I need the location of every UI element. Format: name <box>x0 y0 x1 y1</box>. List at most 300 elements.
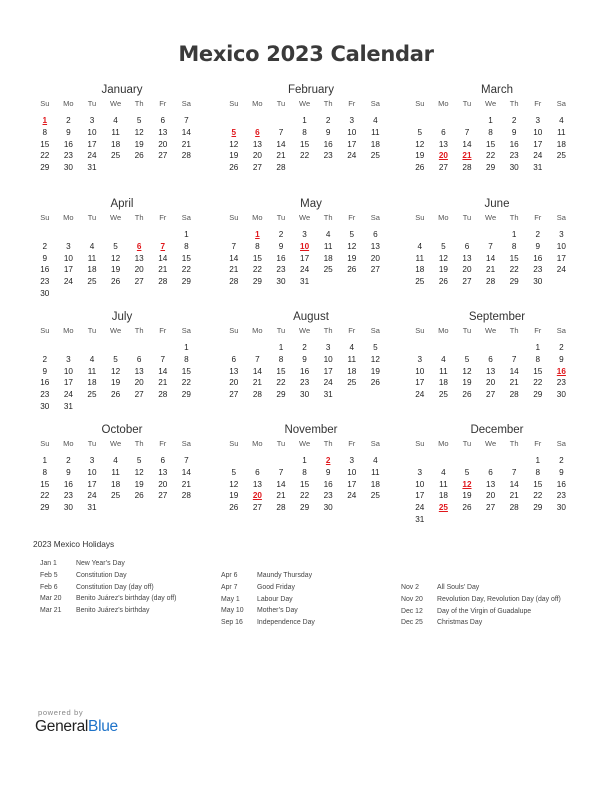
month-december <box>408 422 586 526</box>
day-cell: 4 <box>89 354 95 364</box>
day-cell: 19 <box>134 479 144 489</box>
brand-general: General <box>35 718 89 735</box>
day-cell: 11 <box>439 366 448 376</box>
day-cell: 25 <box>111 491 121 501</box>
day-cell: 21 <box>509 378 519 388</box>
empty-cell <box>408 115 432 127</box>
day-cell: 12 <box>229 479 239 489</box>
month-name: October <box>101 424 143 436</box>
day-cell: 5 <box>113 354 118 364</box>
day-cell: 17 <box>533 139 543 149</box>
day-cell: 12 <box>415 139 425 149</box>
day-cell: 25 <box>370 491 380 501</box>
weekday-header: Fr <box>159 99 167 108</box>
day-cell: 2 <box>302 343 307 352</box>
day-cell: 15 <box>276 366 286 376</box>
day-cell: 16 <box>276 253 286 263</box>
day-cell: 5 <box>136 456 142 465</box>
empty-cell <box>455 229 479 241</box>
day-cell: 28 <box>276 503 286 513</box>
empty-cell <box>104 342 128 354</box>
day-cell: 22 <box>181 265 191 275</box>
day-cell: 28 <box>462 163 472 173</box>
holiday-list-item <box>401 617 576 629</box>
day-cell: 28 <box>158 390 168 400</box>
day-cell: 15 <box>181 253 191 263</box>
day-cell: 13 <box>486 479 496 489</box>
day-cell: 7 <box>160 354 166 364</box>
day-cell: 26 <box>111 277 121 287</box>
day-cell: 22 <box>181 378 191 388</box>
day-cell: 23 <box>556 378 566 388</box>
empty-cell <box>57 229 81 241</box>
day-cell: 25 <box>370 151 380 161</box>
weekday-header: Mo <box>252 326 263 335</box>
holiday-list-item <box>40 605 220 617</box>
day-cell: 9 <box>278 241 284 251</box>
page-title: Mexico 2023 Calendar <box>178 42 434 66</box>
day-cell: 20 <box>158 139 168 149</box>
holiday-day-cell: 20 <box>438 151 448 161</box>
day-cell: 22 <box>509 265 519 275</box>
day-cell: 23 <box>300 378 310 388</box>
weekday-header: Su <box>40 326 50 335</box>
holiday-name: Good Friday <box>257 583 295 591</box>
day-cell: 16 <box>556 479 566 489</box>
holiday-day-cell: 1 <box>42 116 48 125</box>
day-cell: 25 <box>438 390 448 400</box>
weekday-header: We <box>299 439 311 448</box>
weekday-header: We <box>485 213 497 222</box>
holiday-day-cell: 20 <box>252 491 262 501</box>
day-cell: 26 <box>134 491 144 501</box>
day-cell: 25 <box>323 265 333 275</box>
weekday-header: Mo <box>252 99 263 108</box>
holiday-name: Benito Juárez’s birthday (day off) <box>76 595 177 603</box>
day-cell: 20 <box>462 265 472 275</box>
day-cell: 16 <box>509 139 519 149</box>
month-name: February <box>287 84 335 96</box>
day-cell: 15 <box>300 479 310 489</box>
day-cell: 29 <box>486 163 496 173</box>
day-cell: 9 <box>42 253 48 263</box>
day-cell: 29 <box>252 277 262 287</box>
month-june <box>408 196 586 288</box>
day-cell: 2 <box>42 241 48 251</box>
empty-cell <box>432 229 456 241</box>
day-cell: 30 <box>556 390 566 400</box>
holiday-date: Nov 2 <box>401 584 420 591</box>
weekday-header: Tu <box>87 439 97 448</box>
day-cell: 20 <box>134 378 144 388</box>
day-cell: 26 <box>462 390 472 400</box>
holiday-day-cell: 7 <box>160 241 166 251</box>
day-cell: 5 <box>464 354 470 364</box>
day-cell: 17 <box>87 139 97 149</box>
weekday-header: Mo <box>438 99 449 108</box>
day-cell: 23 <box>323 151 333 161</box>
day-cell: 28 <box>181 151 191 161</box>
empty-cell <box>408 342 432 354</box>
day-cell: 19 <box>462 378 472 388</box>
day-cell: 13 <box>134 366 144 376</box>
holiday-day-cell: 21 <box>462 151 472 161</box>
month-september <box>408 309 586 401</box>
generalblue-logo[interactable] <box>35 718 118 736</box>
month-name: September <box>468 311 526 323</box>
empty-cell <box>33 229 57 241</box>
day-cell: 14 <box>509 366 519 376</box>
empty-cell <box>246 115 270 127</box>
empty-cell <box>151 229 175 241</box>
day-cell: 15 <box>40 479 50 489</box>
day-cell: 5 <box>464 467 470 477</box>
holiday-day-cell: 1 <box>255 230 260 239</box>
day-cell: 23 <box>63 151 73 161</box>
day-cell: 30 <box>40 288 50 298</box>
day-cell: 22 <box>533 378 543 388</box>
day-cell: 31 <box>323 390 333 400</box>
day-cell: 16 <box>323 479 333 489</box>
day-cell: 16 <box>300 366 310 376</box>
day-cell: 28 <box>158 277 168 287</box>
day-cell: 5 <box>441 241 446 251</box>
day-cell: 16 <box>533 253 543 263</box>
weekday-header: Su <box>229 213 239 222</box>
weekday-header: Fr <box>348 99 356 108</box>
month-october <box>33 422 211 514</box>
day-cell: 12 <box>229 139 239 149</box>
empty-cell <box>455 115 479 127</box>
empty-cell <box>222 455 246 467</box>
month-name: January <box>101 84 143 96</box>
holiday-list-item <box>40 582 220 594</box>
empty-cell <box>479 455 503 467</box>
day-cell: 15 <box>486 139 496 149</box>
day-cell: 9 <box>66 127 71 137</box>
day-cell: 14 <box>158 253 168 263</box>
day-cell: 28 <box>229 277 239 287</box>
powered-by-label: powered by <box>38 708 84 717</box>
day-cell: 30 <box>300 390 310 400</box>
empty-cell <box>246 342 270 354</box>
weekday-header: Mo <box>63 213 74 222</box>
day-cell: 3 <box>559 230 564 239</box>
day-cell: 17 <box>63 265 73 275</box>
day-cell: 5 <box>136 116 142 125</box>
day-cell: 7 <box>184 456 189 465</box>
day-cell: 13 <box>229 366 239 376</box>
day-cell: 4 <box>559 116 564 125</box>
day-cell: 10 <box>415 366 425 376</box>
holiday-list-item <box>401 582 576 594</box>
day-cell: 11 <box>371 127 380 137</box>
empty-cell <box>80 342 104 354</box>
day-cell: 9 <box>511 127 517 137</box>
weekday-header: Su <box>415 439 425 448</box>
weekday-header: Sa <box>556 439 566 448</box>
holiday-date: Mar 21 <box>40 607 62 615</box>
weekday-header: We <box>110 213 122 222</box>
day-cell: 9 <box>302 354 307 364</box>
day-cell: 31 <box>63 401 73 411</box>
day-cell: 21 <box>181 139 191 149</box>
month-july <box>33 309 211 413</box>
holiday-name: Constitution Day (day off) <box>76 583 154 591</box>
weekday-header: Tu <box>462 213 472 222</box>
weekday-header: Su <box>40 213 50 222</box>
weekday-header: Tu <box>462 99 472 108</box>
day-cell: 17 <box>415 491 425 501</box>
day-cell: 16 <box>323 139 333 149</box>
day-cell: 23 <box>63 491 73 501</box>
day-cell: 30 <box>40 401 50 411</box>
day-cell: 27 <box>438 163 448 173</box>
day-cell: 14 <box>229 253 239 263</box>
weekday-header: Sa <box>181 99 191 108</box>
holiday-name: New Year’s Day <box>76 560 125 567</box>
month-august <box>222 309 400 401</box>
day-cell: 4 <box>373 456 378 465</box>
weekday-header: Su <box>40 439 50 448</box>
weekday-header: Fr <box>534 439 542 448</box>
day-cell: 19 <box>229 151 239 161</box>
day-cell: 27 <box>158 491 168 501</box>
day-cell: 2 <box>66 116 71 125</box>
day-cell: 4 <box>441 354 446 364</box>
month-name: November <box>284 424 338 436</box>
day-cell: 10 <box>347 467 357 477</box>
day-cell: 5 <box>373 343 378 352</box>
weekday-header: Su <box>415 326 425 335</box>
day-cell: 9 <box>42 366 48 376</box>
day-cell: 25 <box>556 151 566 161</box>
empty-cell <box>479 229 503 241</box>
day-cell: 22 <box>300 491 310 501</box>
day-cell: 18 <box>415 265 425 275</box>
holiday-day-cell: 6 <box>136 241 142 251</box>
day-cell: 21 <box>158 378 168 388</box>
day-cell: 17 <box>347 139 357 149</box>
day-cell: 6 <box>160 116 166 125</box>
day-cell: 3 <box>535 116 541 125</box>
day-cell: 24 <box>415 503 425 513</box>
day-cell: 20 <box>252 151 262 161</box>
day-cell: 28 <box>276 163 286 173</box>
day-cell: 9 <box>66 467 71 477</box>
day-cell: 18 <box>556 139 566 149</box>
empty-cell <box>455 342 479 354</box>
weekday-header: Tu <box>87 213 97 222</box>
day-cell: 24 <box>87 491 97 501</box>
day-cell: 21 <box>181 479 191 489</box>
day-cell: 10 <box>347 127 357 137</box>
day-cell: 2 <box>535 230 541 239</box>
day-cell: 27 <box>486 390 496 400</box>
weekday-header: Th <box>323 326 333 335</box>
day-cell: 14 <box>276 139 286 149</box>
day-cell: 15 <box>533 366 543 376</box>
day-cell: 8 <box>184 241 189 251</box>
day-cell: 7 <box>231 241 237 251</box>
day-cell: 30 <box>63 163 73 173</box>
day-cell: 12 <box>134 467 144 477</box>
day-cell: 14 <box>276 479 286 489</box>
day-cell: 30 <box>533 277 543 287</box>
day-cell: 8 <box>278 354 284 364</box>
weekday-header: Fr <box>159 439 167 448</box>
day-cell: 13 <box>252 479 262 489</box>
holiday-day-cell: 16 <box>556 366 566 376</box>
empty-cell <box>269 455 293 467</box>
day-cell: 6 <box>464 241 470 251</box>
day-cell: 2 <box>559 343 564 352</box>
day-cell: 12 <box>347 241 357 251</box>
day-cell: 5 <box>231 467 237 477</box>
weekday-header: Th <box>323 213 333 222</box>
day-cell: 29 <box>533 390 543 400</box>
month-name: March <box>481 84 513 96</box>
day-cell: 10 <box>87 467 97 477</box>
weekday-header: Mo <box>252 439 263 448</box>
day-cell: 24 <box>63 277 73 287</box>
day-cell: 18 <box>347 366 357 376</box>
weekday-header: Tu <box>87 99 97 108</box>
weekday-header: Tu <box>276 99 286 108</box>
day-cell: 21 <box>252 378 262 388</box>
day-cell: 2 <box>66 456 71 465</box>
day-cell: 20 <box>486 378 496 388</box>
day-cell: 7 <box>278 127 284 137</box>
holiday-day-cell: 6 <box>255 127 260 137</box>
weekday-header: Sa <box>556 326 566 335</box>
holiday-list-item <box>40 558 220 570</box>
day-cell: 21 <box>276 151 286 161</box>
day-cell: 29 <box>276 390 286 400</box>
empty-cell <box>246 455 270 467</box>
day-cell: 3 <box>302 230 307 239</box>
holiday-name: Benito Juárez’s birthday <box>76 607 150 615</box>
day-cell: 1 <box>535 456 541 465</box>
day-cell: 18 <box>370 479 380 489</box>
empty-cell <box>127 229 151 241</box>
day-cell: 6 <box>441 127 446 137</box>
day-cell: 22 <box>276 378 286 388</box>
day-cell: 28 <box>252 390 262 400</box>
day-cell: 17 <box>556 253 566 263</box>
day-cell: 13 <box>486 366 496 376</box>
day-cell: 8 <box>42 467 48 477</box>
holiday-date: Apr 6 <box>221 572 238 579</box>
day-cell: 3 <box>89 116 95 125</box>
day-cell: 27 <box>134 277 144 287</box>
weekday-header: Sa <box>556 213 566 222</box>
day-cell: 13 <box>438 139 448 149</box>
weekday-header: Th <box>509 99 519 108</box>
day-cell: 26 <box>134 151 144 161</box>
day-cell: 8 <box>488 127 493 137</box>
day-cell: 18 <box>370 139 380 149</box>
holiday-date: Mar 20 <box>40 595 62 603</box>
weekday-header: Tu <box>276 326 286 335</box>
day-cell: 13 <box>370 241 380 251</box>
day-cell: 19 <box>111 265 121 275</box>
weekday-header: Th <box>509 213 519 222</box>
day-cell: 27 <box>134 390 144 400</box>
weekday-header: Mo <box>438 439 449 448</box>
month-name: June <box>484 198 510 210</box>
holiday-date: Apr 7 <box>221 583 238 591</box>
day-cell: 10 <box>556 241 566 251</box>
holiday-list-item <box>40 570 220 582</box>
empty-cell <box>408 455 432 467</box>
day-cell: 10 <box>415 479 425 489</box>
weekday-header: Th <box>134 99 144 108</box>
day-cell: 20 <box>158 479 168 489</box>
weekday-header: Th <box>323 439 333 448</box>
day-cell: 3 <box>66 354 71 364</box>
weekday-header: Su <box>229 439 239 448</box>
weekday-header: Mo <box>63 439 74 448</box>
day-cell: 14 <box>181 467 191 477</box>
day-cell: 18 <box>438 491 448 501</box>
day-cell: 15 <box>533 479 543 489</box>
day-cell: 22 <box>252 265 262 275</box>
day-cell: 7 <box>278 467 284 477</box>
month-may <box>222 196 400 288</box>
holiday-day-cell: 5 <box>231 127 237 137</box>
weekday-header: Tu <box>462 326 472 335</box>
weekday-header: Su <box>229 326 239 335</box>
day-cell: 4 <box>417 241 423 251</box>
day-cell: 6 <box>488 354 493 364</box>
day-cell: 12 <box>370 354 380 364</box>
weekday-header: Fr <box>348 439 356 448</box>
weekday-header: Su <box>40 99 50 108</box>
weekday-header: Fr <box>534 99 542 108</box>
day-cell: 9 <box>325 467 331 477</box>
day-cell: 27 <box>252 503 262 513</box>
day-cell: 24 <box>347 151 357 161</box>
empty-cell <box>127 342 151 354</box>
holiday-day-cell: 10 <box>300 241 310 251</box>
day-cell: 1 <box>488 116 493 125</box>
day-cell: 26 <box>347 265 357 275</box>
empty-cell <box>222 342 246 354</box>
weekday-header: Sa <box>556 99 566 108</box>
weekday-header: Th <box>323 99 333 108</box>
day-cell: 27 <box>486 503 496 513</box>
day-cell: 9 <box>535 241 541 251</box>
holiday-name: All Souls’ Day <box>437 584 480 591</box>
day-cell: 18 <box>111 479 121 489</box>
day-cell: 1 <box>511 230 517 239</box>
day-cell: 17 <box>415 378 425 388</box>
day-cell: 18 <box>87 378 97 388</box>
day-cell: 27 <box>370 265 380 275</box>
holiday-day-cell: 2 <box>325 456 331 465</box>
day-cell: 19 <box>347 253 357 263</box>
day-cell: 9 <box>325 127 331 137</box>
day-cell: 11 <box>87 366 97 376</box>
weekday-header: Su <box>415 99 425 108</box>
weekday-header: Sa <box>181 213 191 222</box>
day-cell: 29 <box>300 503 310 513</box>
day-cell: 19 <box>415 151 425 161</box>
empty-cell <box>432 115 456 127</box>
day-cell: 1 <box>184 230 189 239</box>
day-cell: 11 <box>371 467 380 477</box>
